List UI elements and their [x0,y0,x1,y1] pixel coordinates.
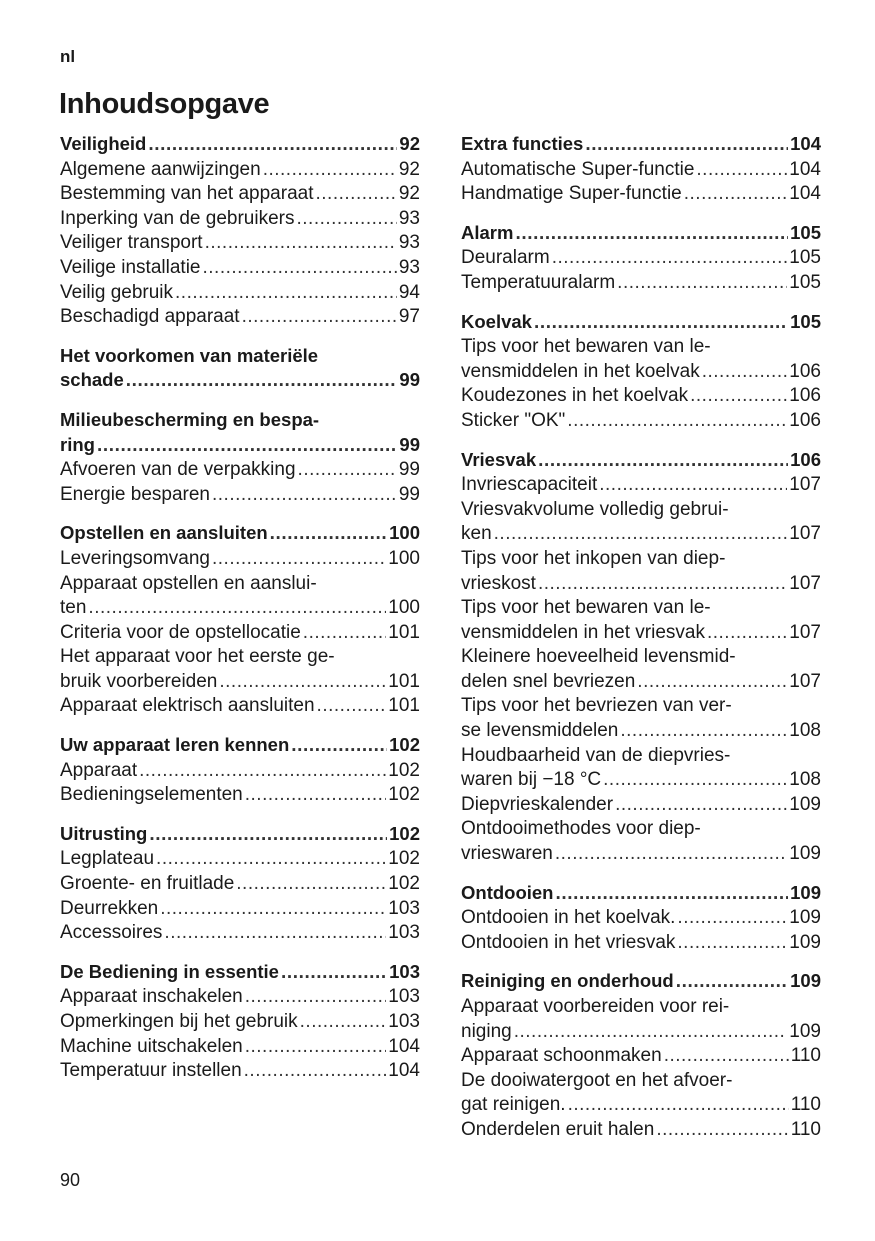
entry-page: 109 [789,1020,821,1042]
entry-title: Apparaat schoonmaken [461,1045,662,1067]
toc-section [60,521,420,719]
toc-entry[interactable] [461,182,821,207]
entry-page: 109 [790,881,821,903]
entry-title: Inperking van de gebruikers [60,207,295,229]
entry-page: 106 [789,385,821,407]
entry-page: 103 [388,897,420,919]
entry-page: 109 [789,793,821,815]
entry-title: niging [461,1020,512,1042]
entry-page: 108 [789,769,821,791]
toc-entry[interactable] [60,547,420,572]
entry-page: 107 [789,670,821,692]
dot-leader [296,207,396,232]
dot-leader [149,823,387,848]
entry-page: 101 [388,621,420,643]
entry-title: Ontdooien in het koelvak. [461,907,676,929]
entry-title: Afvoeren van de verpakking [60,459,296,481]
entry-title: Beschadigd apparaat [60,306,240,328]
toc-section [461,132,821,207]
page-number: 90 [60,1170,81,1190]
toc-entry[interactable] [461,621,821,646]
entry-title: Algemene aanwijzingen [60,158,261,180]
entry-page: 105 [790,221,821,243]
dot-leader [281,961,387,986]
entry-title: Legplateau [60,848,155,870]
toc-entry[interactable] [461,670,821,695]
dot-leader [156,847,386,872]
entry-page: 99 [398,483,420,505]
dot-leader [568,1093,789,1118]
dot-leader [515,222,788,247]
entry-title: vensmiddelen in het vriesvak [461,621,705,643]
entry-page: 102 [389,822,420,844]
entry-page: 104 [790,133,821,154]
entry-title: Bestemming van het apparaat [60,183,314,205]
dot-leader [534,311,788,336]
entry-page: 101 [388,695,420,717]
dot-leader [599,473,787,498]
dot-leader [270,522,387,547]
section-heading-line: Het voorkomen van materiële [60,344,319,366]
entry-title: Deurrekken [60,897,159,919]
section-heading[interactable] [461,881,821,907]
dot-leader [245,985,387,1010]
dot-leader [620,719,787,744]
dot-leader [160,897,386,922]
dot-leader [139,759,386,784]
toc-entry[interactable] [60,759,420,784]
toc-column-left [60,132,420,1098]
toc-entry-line: Tips voor het bevriezen van ver- [461,695,732,717]
dot-leader [555,842,787,867]
section-heading[interactable] [461,132,821,158]
dot-leader [684,182,788,207]
entry-page: 102 [389,734,420,756]
toc-section [60,344,420,394]
entry-page: 107 [789,523,821,545]
entry-title: schade [60,369,124,391]
dot-leader [702,360,788,385]
entry-page: 110 [790,1094,821,1116]
toc-entry[interactable] [60,158,420,183]
toc-entry[interactable] [461,1093,821,1118]
dot-leader [538,572,787,597]
toc-entry[interactable] [60,985,420,1010]
dot-leader [212,483,397,508]
entry-page: 104 [789,183,821,205]
toc-entry[interactable] [461,473,821,498]
toc-entry[interactable] [60,897,420,922]
toc-entry[interactable] [461,409,821,434]
entry-title: Vriesvak [461,448,537,470]
entry-title: Apparaat inschakelen [60,986,243,1008]
entry-title: Automatische Super-functie [461,158,695,180]
dot-leader [244,1059,387,1084]
toc-entry[interactable] [461,719,821,744]
entry-title: Sticker "OK" [461,409,566,431]
entry-page: 104 [789,158,821,180]
toc-entry[interactable] [60,1059,420,1084]
entry-page: 110 [790,1118,821,1140]
dot-leader [148,133,397,158]
toc-section [461,969,821,1142]
entry-title: Koudezones in het koelvak [461,385,689,407]
entry-title: Ontdooien [461,881,554,903]
toc-column-right [461,132,821,1157]
toc-entry[interactable] [461,384,821,409]
dot-leader [552,246,788,271]
section-heading[interactable] [60,132,420,158]
entry-page: 92 [399,133,420,154]
dot-leader [567,409,787,434]
toc-entry[interactable] [60,1035,420,1060]
entry-title: Veiligheid [60,133,147,154]
dot-leader [585,133,788,158]
entry-page: 106 [789,360,821,382]
entry-page: 102 [388,873,420,895]
entry-title: Apparaat elektrisch aansluiten [60,695,315,717]
toc-entry[interactable] [60,207,420,232]
entry-title: Deuralarm [461,247,550,269]
dot-leader [615,793,787,818]
toc-entry[interactable] [60,694,420,719]
entry-page: 105 [790,310,821,332]
dot-leader [97,434,397,459]
entry-page: 103 [389,960,420,982]
entry-page: 107 [789,621,821,643]
section-heading[interactable] [60,433,420,459]
entry-page: 100 [388,597,420,619]
dot-leader [603,768,787,793]
dot-leader [676,970,788,995]
entry-title: Temperatuur instellen [60,1060,242,1082]
dot-leader [656,1118,788,1143]
toc-section [461,881,821,956]
dot-leader [303,621,387,646]
toc-entry[interactable] [461,1118,821,1143]
toc-entry[interactable] [60,596,420,621]
toc-entry-line: Vriesvakvolume volledig gebrui- [461,498,729,520]
entry-title: Groente- en fruitlade [60,873,235,895]
entry-page: 105 [789,247,821,269]
toc-entry[interactable] [461,906,821,931]
toc-entry[interactable] [461,1020,821,1045]
toc-entry[interactable] [60,872,420,897]
entry-page: 104 [388,1035,420,1057]
toc-section [461,221,821,296]
entry-page: 106 [790,448,821,470]
entry-page: 93 [398,256,420,278]
entry-page: 107 [789,474,821,496]
entry-title: Uitrusting [60,822,148,844]
toc-entry-line: Tips voor het bewaren van le- [461,597,711,619]
toc-entry[interactable] [60,231,420,256]
dot-leader [637,670,787,695]
dot-leader [126,369,398,394]
dot-leader [236,872,386,897]
entry-title: Invriescapaciteit [461,474,598,496]
entry-title: Reiniging en onderhoud [461,970,674,992]
entry-page: 94 [398,281,420,303]
entry-page: 93 [398,207,420,229]
toc-entry-line: Houdbaarheid van de diepvries- [461,744,731,766]
dot-leader [88,596,386,621]
toc-entry[interactable] [461,158,821,183]
entry-title: delen snel bevriezen [461,670,636,692]
entry-page: 103 [388,986,420,1008]
entry-title: Alarm [461,221,514,243]
entry-page: 108 [789,720,821,742]
entry-title: Bedieningselementen [60,784,243,806]
entry-title: ring [60,433,95,455]
dot-leader [514,1020,788,1045]
dot-leader [317,694,387,719]
entry-page: 97 [398,306,420,328]
page-title: Inhoudsopgave [59,88,270,120]
toc-entry-line: Ontdooimethodes voor diep- [461,818,701,840]
dot-leader [316,182,397,207]
toc-section [60,822,420,946]
toc-entry[interactable] [461,360,821,385]
entry-title: Onderdelen eruit halen [461,1118,655,1140]
section-heading[interactable] [461,969,821,995]
entry-page: 100 [389,522,420,544]
section-heading[interactable] [60,521,420,547]
entry-page: 109 [789,907,821,929]
toc-entry[interactable] [461,842,821,867]
toc-entry[interactable] [60,670,420,695]
toc-entry[interactable] [60,281,420,306]
entry-title: waren bij −18 °C [461,769,602,791]
entry-title: Temperatuuralarm [461,271,616,293]
entry-page: 100 [388,547,420,569]
toc-entry[interactable] [60,256,420,281]
toc-entry-line: Apparaat opstellen en aanslui- [60,572,317,594]
section-heading-line: Milieubescherming en bespa- [60,408,320,430]
entry-page: 107 [789,572,821,594]
toc-entry[interactable] [461,246,821,271]
toc-entry[interactable] [60,921,420,946]
toc-entry[interactable] [60,847,420,872]
dot-leader [245,1035,387,1060]
toc-entry[interactable] [461,572,821,597]
entry-title: Energie besparen [60,483,210,505]
dot-leader [291,734,387,759]
toc-entry-line: Apparaat voorbereiden voor rei- [461,996,730,1017]
dot-leader [664,1044,789,1069]
dot-leader [690,384,787,409]
toc-entry-line: Kleinere hoeveelheid levensmid- [461,646,736,668]
dot-leader [494,522,788,547]
entry-title: Koelvak [461,310,532,332]
toc-entry[interactable] [461,271,821,296]
entry-page: 101 [388,670,420,692]
entry-title: Handmatige Super-functie [461,183,682,205]
toc-entry[interactable] [60,182,420,207]
dot-leader [696,158,787,183]
toc-section [60,408,420,507]
section-heading[interactable] [461,310,821,336]
entry-title: Veilige installatie [60,256,201,278]
entry-page: 99 [398,459,420,481]
entry-title: Ontdooien in het vriesvak [461,931,676,953]
toc-entry[interactable] [60,783,420,808]
entry-title: gat reinigen. [461,1094,566,1116]
dot-leader [555,882,788,907]
entry-page: 102 [388,759,420,781]
entry-title: Opstellen en aansluiten [60,522,268,544]
entry-page: 99 [399,369,420,391]
section-heading[interactable] [60,822,420,848]
entry-title: Veilig gebruik [60,281,174,303]
entry-page: 103 [388,922,420,944]
entry-page: 99 [399,433,420,455]
entry-page: 104 [388,1060,420,1082]
entry-page: 103 [388,1011,420,1032]
toc-entry-line: Tips voor het inkopen van diep- [461,547,726,569]
toc-entry[interactable] [60,483,420,508]
section-heading[interactable] [60,733,420,759]
toc-entry-line: Tips voor het bewaren van le- [461,336,711,358]
dot-leader [205,231,397,256]
toc-entry[interactable] [60,1010,420,1035]
dot-leader [175,281,397,306]
entry-title: bruik voorbereiden [60,670,218,692]
entry-page: 109 [789,843,821,865]
toc-entry[interactable] [60,305,420,330]
dot-leader [300,1010,387,1035]
entry-page: 93 [398,232,420,254]
entry-title: Accessoires [60,922,163,944]
toc-entry[interactable] [461,931,821,956]
entry-title: Veiliger transport [60,232,203,254]
toc-entry[interactable] [461,1044,821,1069]
toc-section [461,310,821,434]
entry-title: Opmerkingen bij het gebruik [60,1011,298,1032]
dot-leader [263,158,397,183]
dot-leader [617,271,787,296]
entry-title: Extra functies [461,133,584,154]
toc-entry[interactable] [60,458,420,483]
entry-title: Machine uitschakelen [60,1035,243,1057]
entry-page: 105 [789,271,821,293]
dot-leader [538,449,788,474]
section-heading[interactable] [461,221,821,247]
dot-leader [298,458,397,483]
toc-entry[interactable] [461,522,821,547]
section-heading[interactable] [461,448,821,474]
entry-title: Criteria voor de opstellocatie [60,621,301,643]
entry-title: De Bediening in essentie [60,960,279,982]
entry-title: vrieswaren [461,843,553,865]
entry-page: 92 [398,158,420,180]
dot-leader [212,547,386,572]
entry-page: 92 [398,183,420,205]
entry-title: Apparaat [60,759,138,781]
dot-leader [219,670,386,695]
entry-page: 109 [789,931,821,953]
dot-leader [677,906,787,931]
entry-page: 106 [789,409,821,431]
language-code: nl [60,47,76,66]
entry-page: 109 [790,970,821,992]
dot-leader [245,783,387,808]
toc-entry-line: De dooiwatergoot en het afvoer- [461,1069,733,1091]
dot-leader [707,621,787,646]
entry-title: se levensmiddelen [461,720,619,742]
toc-entry-line: Het apparaat voor het eerste ge- [60,646,335,668]
entry-title: vrieskost [461,572,536,594]
entry-title: ten [60,597,87,619]
dot-leader [202,256,396,281]
section-heading[interactable] [60,960,420,986]
entry-title: vensmiddelen in het koelvak [461,360,700,382]
toc-section [60,733,420,808]
dot-leader [242,305,397,330]
toc-entry[interactable] [461,793,821,818]
entry-page: 110 [790,1045,821,1067]
toc-section [60,960,420,1084]
entry-page: 102 [388,848,420,870]
section-heading[interactable] [60,368,420,394]
entry-title: ken [461,523,492,545]
entry-title: Uw apparaat leren kennen [60,734,290,756]
toc-section [60,132,420,330]
entry-title: Diepvrieskalender [461,793,614,815]
toc-entry[interactable] [60,621,420,646]
dot-leader [677,931,787,956]
toc-entry[interactable] [461,768,821,793]
entry-page: 102 [388,784,420,806]
toc-section [461,448,821,867]
dot-leader [164,921,386,946]
entry-title: Leveringsomvang [60,547,210,569]
